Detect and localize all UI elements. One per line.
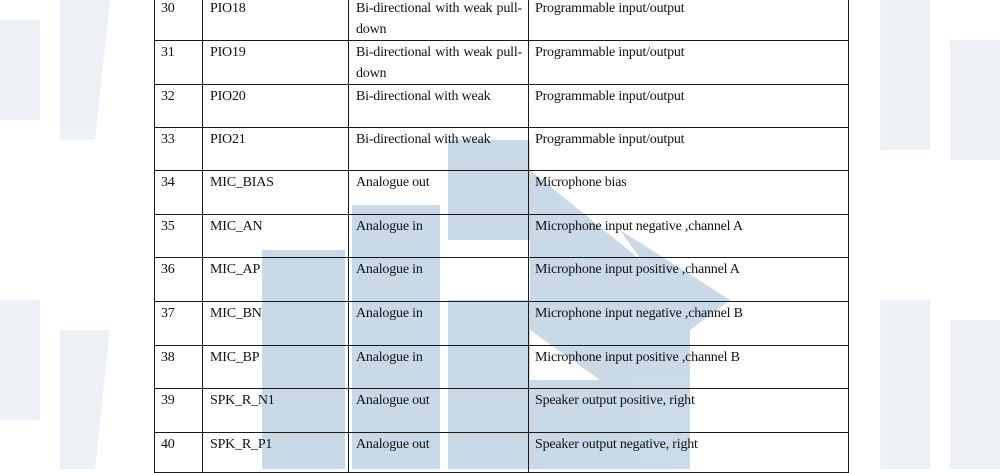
table-row xyxy=(155,41,849,85)
pin-number: 37 xyxy=(155,302,203,346)
pin-number: 40 xyxy=(155,433,203,473)
table-row xyxy=(155,258,849,302)
pin-description: Microphone input negative ,channel A xyxy=(529,215,849,258)
pin-description: Microphone bias xyxy=(529,171,849,215)
table-row xyxy=(155,171,849,215)
pin-type: Analogue in xyxy=(349,215,529,258)
table-row xyxy=(155,0,849,41)
pin-type: Analogue in xyxy=(349,346,529,389)
pin-description: Programmable input/output xyxy=(529,41,849,85)
pin-type: Analogue out xyxy=(349,433,529,473)
table-row xyxy=(155,346,849,389)
pin-table xyxy=(154,0,849,473)
pin-type: Analogue in xyxy=(349,302,529,346)
pin-number: 32 xyxy=(155,85,203,128)
pin-name: PIO18 xyxy=(203,0,349,41)
pin-type: Analogue out xyxy=(349,389,529,433)
pin-name: MIC_BP xyxy=(203,346,349,389)
table-row xyxy=(155,128,849,171)
pin-description: Programmable input/output xyxy=(529,128,849,171)
pin-type: Bi-directional with weak xyxy=(349,128,529,171)
pin-name: MIC_BN xyxy=(203,302,349,346)
pin-number: 38 xyxy=(155,346,203,389)
pin-type: Bi-directional with weak pull-down xyxy=(349,0,529,41)
pin-description: Microphone input negative ,channel B xyxy=(529,302,849,346)
pin-name: PIO20 xyxy=(203,85,349,128)
table-row xyxy=(155,302,849,346)
table-row xyxy=(155,85,849,128)
pin-description: Speaker output negative, right xyxy=(529,433,849,473)
table-row xyxy=(155,215,849,258)
pin-description: Programmable input/output xyxy=(529,85,849,128)
pin-number: 33 xyxy=(155,128,203,171)
pin-number: 34 xyxy=(155,171,203,215)
pin-description: Microphone input positive ,channel A xyxy=(529,258,849,302)
table-row xyxy=(155,389,849,433)
pin-number: 39 xyxy=(155,389,203,433)
pin-description: Speaker output positive, right xyxy=(529,389,849,433)
pin-number: 36 xyxy=(155,258,203,302)
pin-number: 30 xyxy=(155,0,203,41)
pin-type: Analogue out xyxy=(349,171,529,215)
pin-type: Bi-directional with weak pull-down xyxy=(349,41,529,85)
pin-name: PIO21 xyxy=(203,128,349,171)
pin-number: 31 xyxy=(155,41,203,85)
pin-type: Analogue in xyxy=(349,258,529,302)
table-row xyxy=(155,433,849,473)
pin-name: PIO19 xyxy=(203,41,349,85)
pin-name: MIC_AN xyxy=(203,215,349,258)
pin-type: Bi-directional with weak xyxy=(349,85,529,128)
pin-description: Microphone input positive ,channel B xyxy=(529,346,849,389)
pin-name: SPK_R_P1 xyxy=(203,433,349,473)
pin-name: MIC_BIAS xyxy=(203,171,349,215)
pin-name: MIC_AP xyxy=(203,258,349,302)
pin-number: 35 xyxy=(155,215,203,258)
pin-name: SPK_R_N1 xyxy=(203,389,349,433)
pin-description: Programmable input/output xyxy=(529,0,849,41)
